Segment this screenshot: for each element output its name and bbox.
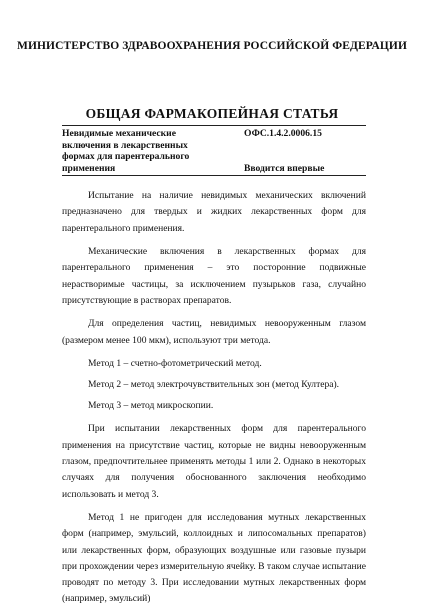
ministry-heading: МИНИСТЕРСТВО ЗДРАВООХРАНЕНИЯ РОССИЙСКОЙ ФЕДЕРАЦИИ (16, 40, 407, 52)
paragraph: Испытание на наличие невидимых механических включений предназначено для твердых и жидких лекарственных форм для парентерального применения. (62, 190, 366, 234)
article-code: ОФС.1.4.2.0006.15 (244, 128, 322, 139)
article-body (62, 188, 366, 615)
bottom-rule (62, 175, 366, 176)
article-type-heading: ОБЩАЯ ФАРМАКОПЕЙНАЯ СТАТЬЯ (85, 106, 339, 121)
paragraph: Механические включения в лекарственных формах для парентерального применения – это посторонние подвижные нерастворимые частицы, за исключением пузырьков газа, случайно присутствующие в растворах препаратов. (62, 246, 366, 306)
article-title: Невидимые механические включения в лекарственных формах для парентерального применения (62, 128, 190, 174)
paragraph: Метод 1 не пригоден для исследования мутных лекарственных форм (например, эмульсий, коллоидных и липосомальных препаратов) или лекарственных форм, образующих воздушные или газовые пузыри при прохождении через измерительную ячейку. В таком случае испытание проводят по методу 3. При исследовании мутных лекарственных форм (например, эмульсий) (62, 511, 366, 605)
method-item: Метод 3 – метод микроскопии. (88, 399, 214, 411)
top-rule (62, 125, 366, 126)
paragraph: Для определения частиц, невидимых невооруженным глазом (размером менее 100 мкм), используют три метода. (62, 318, 366, 346)
paragraph: При испытании лекарственных форм для парентерального применения на присутствие частиц, которые не видны невооруженным глазом, предпочтительнее применять методы 1 или 2. Однако в некоторых случаях для получения обоснованного заключения необходимо использовать и метод 3. (62, 423, 366, 500)
method-item: Метод 2 – метод электрочувствительных зон (метод Култера). (88, 379, 340, 391)
method-item: Метод 1 – счетно-фотометрический метод. (88, 358, 262, 370)
article-status: Вводится впервые (244, 163, 325, 174)
